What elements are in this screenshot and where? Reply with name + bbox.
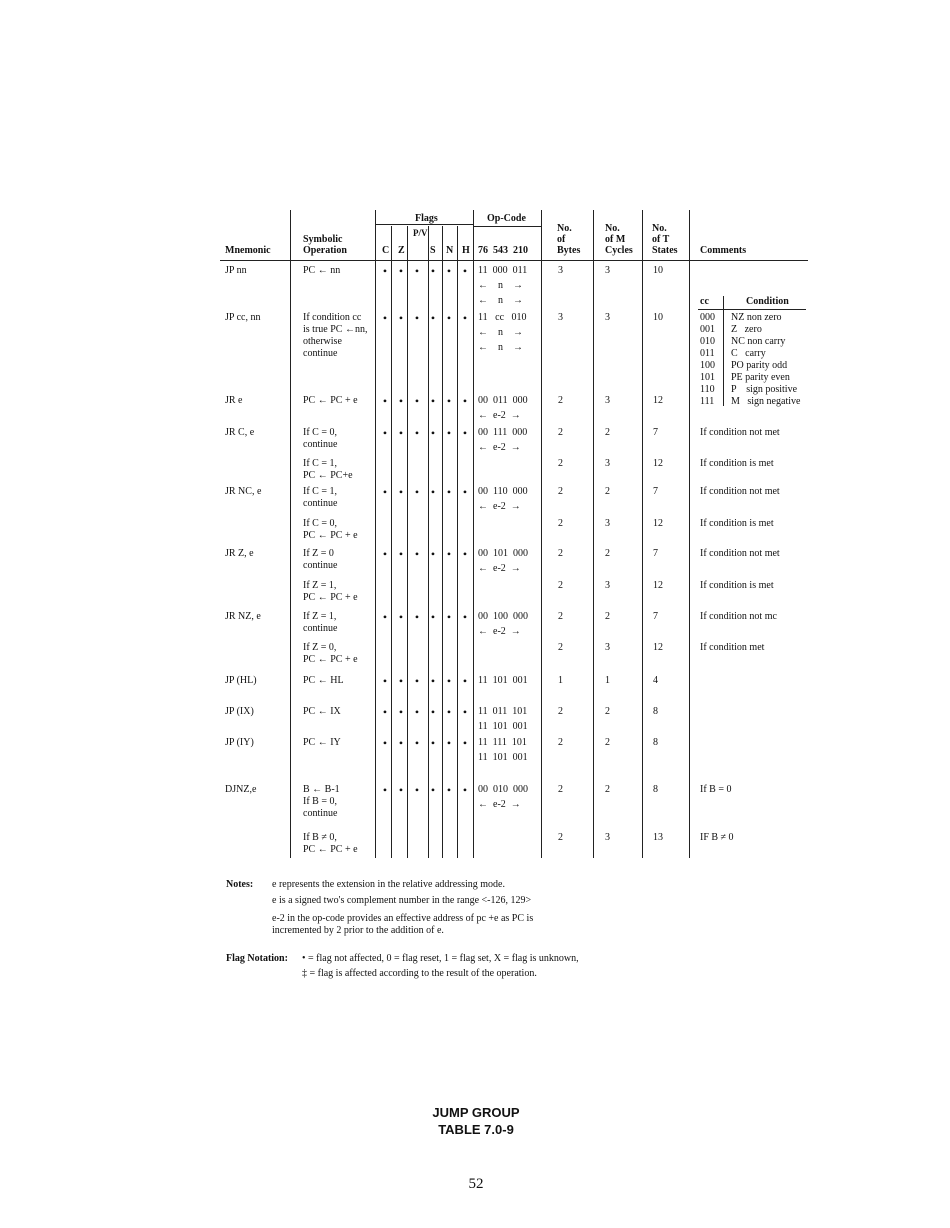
bytes-header-1: No. (557, 223, 572, 234)
flag-dot: • (430, 705, 436, 719)
opcode-cell: ← n → (478, 280, 523, 291)
tstates-cell: 13 (653, 832, 663, 843)
mcycles-cell: 2 (605, 737, 610, 748)
flag-dot: • (462, 674, 468, 688)
comment-cell: If condition is met (700, 458, 774, 469)
condition-header: Condition (746, 296, 789, 307)
bytes-cell: 2 (558, 611, 563, 622)
flag-col-pv: P/V (413, 228, 428, 238)
cc-condition: P sign positive (731, 384, 798, 395)
flag-dot: • (382, 610, 388, 624)
flag-dot: • (446, 674, 452, 688)
flag-dot: • (446, 783, 452, 797)
tstates-cell: 12 (653, 458, 663, 469)
flag-dot: • (446, 736, 452, 750)
mcycles-header-2: of M (605, 234, 626, 245)
symbolic-cell: If Z = 0 (303, 548, 334, 559)
bytes-cell: 2 (558, 518, 563, 529)
tstates-cell: 7 (653, 611, 658, 622)
symbolic-cell: PC ← PC + e (303, 592, 358, 603)
flag-dot: • (414, 394, 420, 408)
flag-dot: • (414, 736, 420, 750)
flag-dot: • (462, 264, 468, 278)
flag-dot: • (462, 783, 468, 797)
flag-dot: • (430, 426, 436, 440)
flag-dot: • (414, 264, 420, 278)
note-line-2: e is a signed two's complement number in the range <-126, 129> (272, 895, 532, 906)
mnemonic-cell: DJNZ,e (225, 784, 257, 795)
comment-cell: If condition is met (700, 580, 774, 591)
flag-dot: • (462, 426, 468, 440)
flag-dot: • (462, 394, 468, 408)
flag-col-n: N (446, 245, 454, 256)
mnemonic-cell: JR NZ, e (225, 611, 261, 622)
flag-dot: • (398, 783, 404, 797)
opcode-cell: 11 101 001 (478, 752, 528, 763)
tstates-cell: 10 (653, 312, 663, 323)
symbolic-cell: continue (303, 808, 338, 819)
symbolic-cell: If B = 0, (303, 796, 337, 807)
flag-dot: • (414, 705, 420, 719)
opcode-cell: 11 cc 010 (478, 312, 527, 323)
opcode-cell: 00 101 000 (478, 548, 528, 559)
tstates-cell: 7 (653, 427, 658, 438)
flag-dot: • (398, 705, 404, 719)
symbolic-cell: If Z = 1, (303, 611, 337, 622)
column-rule (290, 210, 291, 858)
note-line-3: e-2 in the op-code provides an effective address of pc +e as PC is (272, 913, 534, 924)
flag-dot: • (382, 547, 388, 561)
flag-dot: • (462, 485, 468, 499)
symbolic-cell: continue (303, 623, 338, 634)
symbolic-cell: PC ← IX (303, 706, 341, 717)
tstates-cell: 8 (653, 737, 658, 748)
flag-dot: • (446, 311, 452, 325)
flag-dot: • (398, 547, 404, 561)
flag-dot: • (446, 610, 452, 624)
column-rule (407, 226, 408, 858)
flag-dot: • (382, 426, 388, 440)
flag-dot: • (414, 426, 420, 440)
symbolic-cell: continue (303, 348, 338, 359)
mnemonic-cell: JP nn (225, 265, 247, 276)
symbolic-cell: B ← B-1 (303, 784, 340, 795)
symbolic-cell: PC ← HL (303, 675, 344, 686)
tstates-cell: 4 (653, 675, 658, 686)
comment-cell: If condition is met (700, 518, 774, 529)
symbolic-cell: If Z = 0, (303, 642, 337, 653)
opcode-cell: 00 010 000 (478, 784, 528, 795)
opcode-cell: ← n → (478, 327, 523, 338)
flag-dot: • (430, 394, 436, 408)
symbolic-cell: PC ← PC+e (303, 470, 353, 481)
symbolic-header-2: Operation (303, 245, 347, 256)
flag-dot: • (462, 610, 468, 624)
mnemonic-cell: JP (HL) (225, 675, 257, 686)
flag-dot: • (462, 705, 468, 719)
opcode-cell: 00 111 000 (478, 427, 528, 438)
mnemonic-cell: JR C, e (225, 427, 255, 438)
mnemonic-cell: JR NC, e (225, 486, 262, 497)
flag-dot: • (414, 783, 420, 797)
bytes-cell: 2 (558, 580, 563, 591)
mcycles-cell: 2 (605, 486, 610, 497)
opcode-cell: 11 101 001 (478, 721, 528, 732)
opcode-cell: ← e-2 → (478, 410, 521, 421)
flag-col-c: C (382, 245, 390, 256)
flag-dot: • (382, 485, 388, 499)
cc-header: cc (700, 296, 709, 307)
mnemonic-cell: JR Z, e (225, 548, 254, 559)
mcycles-cell: 3 (605, 265, 610, 276)
tstates-cell: 8 (653, 784, 658, 795)
tstates-cell: 7 (653, 486, 658, 497)
tstates-cell: 12 (653, 518, 663, 529)
opcode-cell: 11 011 101 (478, 706, 528, 717)
flag-dot: • (398, 264, 404, 278)
tstates-cell: 12 (653, 642, 663, 653)
column-rule (473, 210, 474, 858)
symbolic-cell: If C = 0, (303, 518, 337, 529)
column-rule (689, 210, 690, 858)
flag-dot: • (446, 485, 452, 499)
flag-dot: • (382, 783, 388, 797)
flag-dot: • (430, 736, 436, 750)
flag-dot: • (382, 394, 388, 408)
bytes-header-2: of (557, 234, 566, 245)
bytes-cell: 2 (558, 486, 563, 497)
flag-dot: • (430, 264, 436, 278)
symbolic-cell: If condition cc (303, 312, 362, 323)
flag-notation-label: Flag Notation: (226, 953, 288, 964)
symbolic-cell: PC ← PC + e (303, 844, 358, 855)
mcycles-cell: 3 (605, 832, 610, 843)
bytes-cell: 2 (558, 427, 563, 438)
flag-dot: • (382, 705, 388, 719)
opcode-cell: ← n → (478, 342, 523, 353)
mcycles-cell: 3 (605, 642, 610, 653)
comment-cell: If B = 0 (700, 784, 732, 795)
bytes-cell: 2 (558, 784, 563, 795)
column-rule (541, 210, 542, 858)
opcode-cell: 00 011 000 (478, 395, 528, 406)
flag-dot: • (462, 736, 468, 750)
flag-dot: • (430, 311, 436, 325)
cc-condition: M sign negative (731, 396, 801, 407)
opcode-header: Op-Code (487, 213, 526, 224)
tstates-cell: 12 (653, 580, 663, 591)
mcycles-cell: 3 (605, 395, 610, 406)
notes-label: Notes: (226, 879, 254, 890)
comment-cell: If condition not met (700, 486, 780, 497)
opcode-cell: 11 000 011 (478, 265, 528, 276)
cc-condition: PO parity odd (731, 360, 788, 371)
flag-col-h: H (462, 245, 470, 256)
mcycles-cell: 2 (605, 427, 610, 438)
comment-cell: If condition met (700, 642, 765, 653)
symbolic-cell: If B ≠ 0, (303, 832, 337, 843)
symbolic-cell: PC ← PC + e (303, 530, 358, 541)
flag-col-s: S (430, 245, 436, 256)
flags-header: Flags (415, 213, 438, 224)
comment-cell: If condition not met (700, 548, 780, 559)
bytes-cell: 3 (558, 265, 563, 276)
mnemonic-cell: JR e (225, 395, 243, 406)
cc-table-divider (723, 296, 724, 406)
column-rule (391, 226, 392, 858)
mcycles-cell: 2 (605, 548, 610, 559)
comment-cell: IF B ≠ 0 (700, 832, 734, 843)
opcode-cell: 11 101 001 (478, 675, 528, 686)
cc-condition: PE parity even (731, 372, 790, 383)
symbolic-cell: PC ← IY (303, 737, 341, 748)
flag-dot: • (414, 311, 420, 325)
cc-code: 011 (700, 348, 715, 359)
symbolic-cell: PC ← PC + e (303, 654, 358, 665)
opcode-cell: ← e-2 → (478, 442, 521, 453)
column-rule (428, 226, 429, 858)
mcycles-cell: 1 (605, 675, 610, 686)
mnemonic-cell: JP (IX) (225, 706, 254, 717)
comment-cell: If condition not mc (700, 611, 777, 622)
symbolic-cell: PC ← PC + e (303, 395, 358, 406)
flag-col-z: Z (398, 245, 405, 256)
symbolic-cell: continue (303, 498, 338, 509)
flag-dot: • (430, 485, 436, 499)
mnemonic-cell: JP cc, nn (225, 312, 261, 323)
cc-condition: NZ non zero (731, 312, 782, 323)
column-rule (457, 226, 458, 858)
cc-table-rule (698, 309, 806, 310)
opcode-cell: ← e-2 → (478, 799, 521, 810)
bytes-cell: 3 (558, 312, 563, 323)
opcode-cell: ← e-2 → (478, 626, 521, 637)
mcycles-cell: 2 (605, 784, 610, 795)
table-title: TABLE 7.0-9 (438, 1122, 514, 1137)
flag-dot: • (382, 264, 388, 278)
flag-dot: • (462, 547, 468, 561)
cc-condition: C carry (731, 348, 766, 359)
symbolic-cell: If C = 0, (303, 427, 337, 438)
opcode-cell: 00 100 000 (478, 611, 528, 622)
flag-dot: • (382, 674, 388, 688)
flag-dot: • (430, 610, 436, 624)
mcycles-header-1: No. (605, 223, 620, 234)
bytes-cell: 2 (558, 395, 563, 406)
tstates-cell: 7 (653, 548, 658, 559)
flags-underline (375, 224, 473, 225)
symbolic-cell: PC ← nn (303, 265, 341, 276)
opcode-cell: 00 110 000 (478, 486, 528, 497)
flag-dot: • (382, 736, 388, 750)
note-line-1: e represents the extension in the relative addressing mode. (272, 879, 505, 890)
cc-condition: NC non carry (731, 336, 786, 347)
bytes-cell: 2 (558, 832, 563, 843)
symbolic-cell: is true PC ←nn, (303, 324, 368, 335)
flag-dot: • (398, 311, 404, 325)
page-number: 52 (468, 1176, 484, 1192)
cc-code: 111 (700, 396, 715, 407)
bytes-cell: 2 (558, 737, 563, 748)
column-rule (375, 210, 376, 858)
bytes-cell: 2 (558, 642, 563, 653)
symbolic-header-1: Symbolic (303, 234, 343, 245)
symbolic-cell: If C = 1, (303, 486, 337, 497)
comments-header: Comments (700, 245, 747, 256)
cc-code: 000 (700, 312, 715, 323)
bytes-cell: 2 (558, 706, 563, 717)
group-title: JUMP GROUP (432, 1105, 520, 1120)
opcode-cell: 11 111 101 (478, 737, 527, 748)
cc-code: 101 (700, 372, 715, 383)
column-rule (442, 226, 443, 858)
flag-dot: • (398, 485, 404, 499)
cc-condition: Z zero (731, 324, 762, 335)
flag-dot: • (414, 610, 420, 624)
mcycles-header-3: Cycles (605, 245, 633, 256)
bytes-cell: 2 (558, 548, 563, 559)
cc-code: 100 (700, 360, 715, 371)
flag-dot: • (446, 547, 452, 561)
opcode-cell: ← n → (478, 295, 523, 306)
symbolic-cell: continue (303, 560, 338, 571)
opcode-cell: ← e-2 → (478, 501, 521, 512)
flag-dot: • (398, 610, 404, 624)
opcode-cell: ← e-2 → (478, 563, 521, 574)
flag-dot: • (398, 394, 404, 408)
mcycles-cell: 3 (605, 580, 610, 591)
flag-dot: • (414, 674, 420, 688)
symbolic-cell: otherwise (303, 336, 342, 347)
cc-code: 001 (700, 324, 715, 335)
flag-notation-line-1: • = flag not affected, 0 = flag reset, 1 = flag set, X = flag is unknown, (302, 953, 579, 964)
tstates-header-2: of T (652, 234, 670, 245)
flag-dot: • (398, 674, 404, 688)
tstates-header-3: States (652, 245, 678, 256)
tstates-cell: 10 (653, 265, 663, 276)
mcycles-cell: 3 (605, 458, 610, 469)
opcode-subheader: 76 543 210 (478, 245, 528, 256)
flag-dot: • (414, 547, 420, 561)
column-rule (593, 210, 594, 858)
tstates-cell: 8 (653, 706, 658, 717)
flag-dot: • (398, 426, 404, 440)
flag-dot: • (382, 311, 388, 325)
mcycles-cell: 2 (605, 706, 610, 717)
flag-dot: • (446, 394, 452, 408)
header-rule (220, 260, 808, 261)
note-line-4: incremented by 2 prior to the addition of e. (272, 925, 444, 936)
symbolic-cell: continue (303, 439, 338, 450)
mcycles-cell: 2 (605, 611, 610, 622)
flag-dot: • (414, 485, 420, 499)
mcycles-cell: 3 (605, 518, 610, 529)
flag-dot: • (430, 783, 436, 797)
bytes-cell: 1 (558, 675, 563, 686)
bytes-cell: 2 (558, 458, 563, 469)
flag-notation-line-2: ‡ = flag is affected according to the result of the operation. (302, 968, 537, 979)
flag-dot: • (398, 736, 404, 750)
tstates-header-1: No. (652, 223, 667, 234)
flag-dot: • (446, 705, 452, 719)
cc-code: 010 (700, 336, 715, 347)
column-rule (642, 210, 643, 858)
tstates-cell: 12 (653, 395, 663, 406)
comment-cell: If condition not met (700, 427, 780, 438)
flag-dot: • (446, 264, 452, 278)
flag-dot: • (430, 547, 436, 561)
mnemonic-cell: JP (IY) (225, 737, 254, 748)
cc-code: 110 (700, 384, 715, 395)
flag-dot: • (430, 674, 436, 688)
mcycles-cell: 3 (605, 312, 610, 323)
symbolic-cell: If C = 1, (303, 458, 337, 469)
mnemonic-header: Mnemonic (225, 245, 271, 256)
bytes-header-3: Bytes (557, 245, 581, 256)
flag-dot: • (446, 426, 452, 440)
symbolic-cell: If Z = 1, (303, 580, 337, 591)
opcode-underline (473, 226, 541, 227)
flag-dot: • (462, 311, 468, 325)
